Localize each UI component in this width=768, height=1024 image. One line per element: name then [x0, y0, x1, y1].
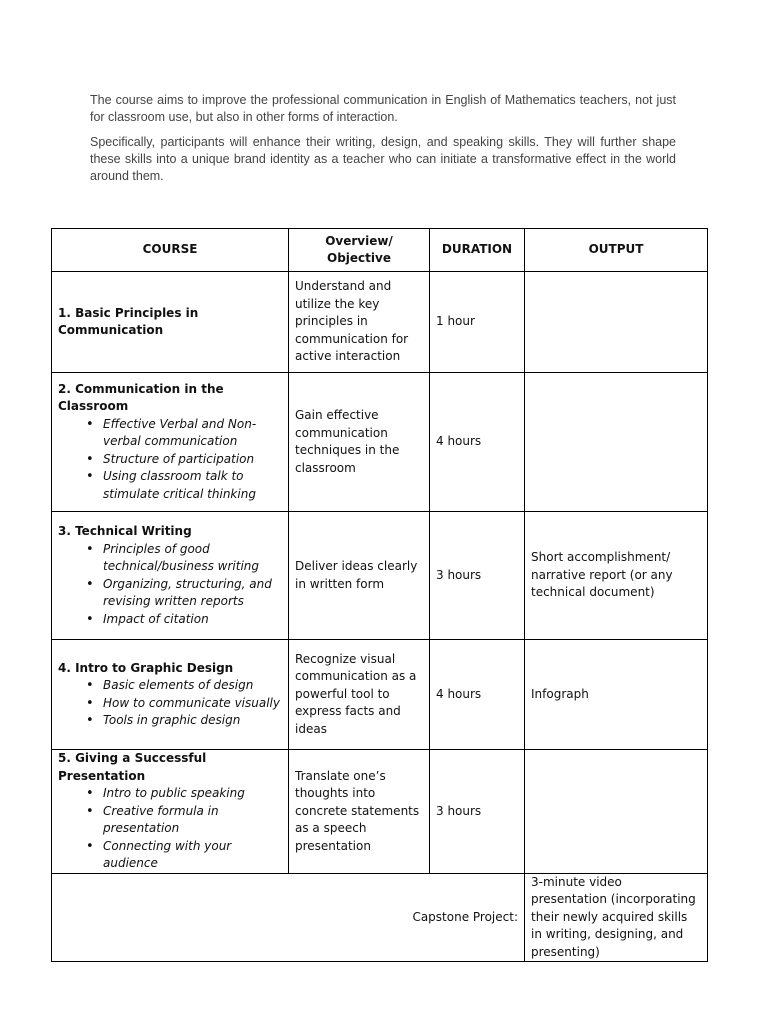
- table-row: [52, 640, 708, 750]
- course-title: 3. Technical Writing: [58, 524, 192, 538]
- topic-item: • Basic elements of design: [103, 677, 282, 695]
- topic-item: • Intro to public speaking: [103, 785, 282, 803]
- table-row: [52, 750, 708, 874]
- topic-item: • Connecting with your audience: [103, 838, 282, 873]
- objective-cell: Recognize visual communication as a powerful tool to express facts and ideas: [289, 640, 430, 750]
- topic-item: • How to communicate visually: [103, 695, 282, 713]
- intro-paragraph-2: Specifically, participants will enhance their writing, design, and speaking skills. They will further shape these skills into a unique brand identity as a teacher who can initiate a transformative effect in the world around them.: [90, 135, 676, 183]
- course-cell: [52, 272, 289, 373]
- table-row: [52, 512, 708, 640]
- topic-list: [58, 416, 282, 504]
- course-cell: [52, 512, 289, 640]
- topic-item: • Principles of good technical/business writing: [103, 541, 282, 576]
- objective-cell: Gain effective communication techniques in the classroom: [289, 373, 430, 512]
- duration-cell: 3 hours: [430, 750, 525, 874]
- output-cell: [525, 373, 708, 512]
- capstone-label: Capstone Project:: [52, 873, 525, 962]
- course-cell: [52, 373, 289, 512]
- objective-cell: Translate one’s thoughts into concrete statements as a speech presentation: [289, 750, 430, 874]
- duration-cell: 3 hours: [430, 512, 525, 640]
- table-row: [52, 373, 708, 512]
- topic-item: • Structure of participation: [103, 451, 282, 469]
- course-table: [51, 228, 708, 962]
- output-cell: Infograph: [525, 640, 708, 750]
- header-duration: DURATION: [430, 229, 525, 272]
- table-header-row: [52, 229, 708, 272]
- capstone-output: 3-minute video presentation (incorporating their newly acquired skills in writing, designing, and presenting): [525, 873, 708, 962]
- topic-list: [58, 541, 282, 629]
- course-cell: [52, 640, 289, 750]
- topic-list: [58, 785, 282, 873]
- duration-cell: 4 hours: [430, 640, 525, 750]
- intro-paragraph-1: The course aims to improve the professional communication in English of Mathematics teachers, not just for classroom use, but also in other forms of interaction.: [90, 93, 676, 124]
- topic-item: • Effective Verbal and Non-verbal communication: [103, 416, 282, 451]
- topic-item: • Using classroom talk to stimulate critical thinking: [103, 468, 282, 503]
- objective-cell: Deliver ideas clearly in written form: [289, 512, 430, 640]
- course-title: 4. Intro to Graphic Design: [58, 660, 234, 675]
- course-description: [90, 92, 676, 193]
- course-title: 1. Basic Principles in Communication: [58, 305, 199, 337]
- header-output: OUTPUT: [525, 229, 708, 272]
- topic-item: • Creative formula in presentation: [103, 803, 282, 838]
- header-objective: Overview/ Objective: [289, 229, 430, 272]
- output-cell: [525, 272, 708, 373]
- topic-item: • Impact of citation: [103, 611, 282, 629]
- topic-list: [58, 677, 282, 730]
- duration-cell: 1 hour: [430, 272, 525, 373]
- topic-item: • Tools in graphic design: [103, 712, 282, 730]
- course-title: 2. Communication in the Classroom: [58, 381, 224, 414]
- course-title: 5. Giving a Successful Presentation: [58, 751, 207, 783]
- output-cell: Short accomplishment/ narrative report (or any technical document): [525, 512, 708, 640]
- capstone-row: [52, 873, 708, 962]
- objective-cell: Understand and utilize the key principles in communication for active interaction: [289, 272, 430, 373]
- table-row: [52, 272, 708, 373]
- course-cell: [52, 750, 289, 874]
- topic-item: • Organizing, structuring, and revising written reports: [103, 576, 282, 611]
- header-course: COURSE: [52, 229, 289, 272]
- duration-cell: 4 hours: [430, 373, 525, 512]
- output-cell: [525, 750, 708, 874]
